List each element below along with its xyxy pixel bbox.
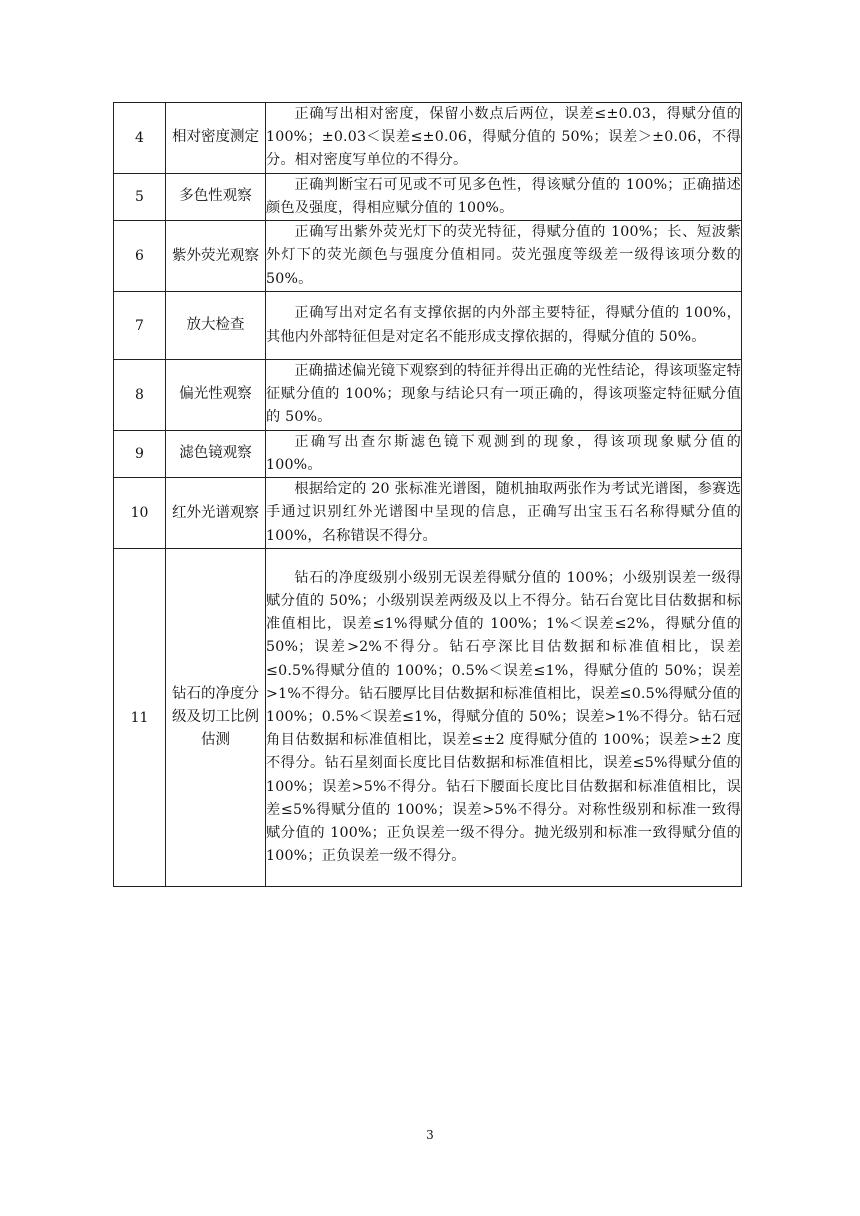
scoring-criteria-table — [113, 102, 742, 887]
scoring-description: 正确写出紫外荧光灯下的荧光特征，得赋分值的 100%；长、短波紫外灯下的荧光颜色与强度分值相同。荧光强度等级差一级得该项分数的 50%。 — [266, 221, 742, 292]
row-number: 7 — [114, 292, 166, 360]
row-number: 11 — [114, 549, 166, 887]
test-item: 偏光性观察 — [166, 360, 266, 431]
table-row — [114, 549, 742, 887]
table-row — [114, 103, 742, 174]
row-number: 10 — [114, 478, 166, 549]
row-number: 6 — [114, 221, 166, 292]
table-row — [114, 478, 742, 549]
table-row — [114, 221, 742, 292]
row-number: 9 — [114, 430, 166, 477]
test-item: 滤色镜观察 — [166, 430, 266, 477]
scoring-description: 正确写出查尔斯滤色镜下观测到的现象，得该项现象赋分值的 100%。 — [266, 430, 742, 477]
row-number: 4 — [114, 103, 166, 174]
page-number: 3 — [426, 1128, 434, 1142]
test-item: 红外光谱观察 — [166, 478, 266, 549]
table-row — [114, 360, 742, 431]
scoring-description: 正确判断宝石可见或不可见多色性，得该赋分值的 100%；正确描述颜色及强度，得相应赋分值的 100%。 — [266, 173, 742, 220]
row-number: 8 — [114, 360, 166, 431]
test-item: 多色性观察 — [166, 173, 266, 220]
table-row — [114, 173, 742, 220]
row-number: 5 — [114, 173, 166, 220]
scoring-description: 根据给定的 20 张标准光谱图，随机抽取两张作为考试光谱图，参赛选手通过识别红外光谱图中呈现的信息，正确写出宝玉石名称得赋分值的 100%，名称错误不得分。 — [266, 478, 742, 549]
scoring-description: 正确描述偏光镜下观察到的特征并得出正确的光性结论，得该项鉴定特征赋分值的 100%；现象与结论只有一项正确的，得该项鉴定特征赋分值的 50%。 — [266, 360, 742, 431]
table-row — [114, 292, 742, 360]
test-item: 钻石的净度分级及切工比例估测 — [166, 549, 266, 887]
test-item: 紫外荧光观察 — [166, 221, 266, 292]
test-item: 相对密度测定 — [166, 103, 266, 174]
scoring-description: 正确写出对定名有支撑依据的内外部主要特征，得赋分值的 100%， 其他内外部特征但是对定名不能形成支撑依据的，得赋分值的 50%。 — [266, 292, 742, 360]
scoring-description: 正确写出相对密度，保留小数点后两位，误差≤±0.03，得赋分值的 100%；±0.03＜误差≤±0.06，得赋分值的 50%；误差＞±0.06，不得分。相对密度写单位的不得分。 — [266, 103, 742, 174]
scoring-description: 钻石的净度级别小级别无误差得赋分值的 100%；小级别误差一级得赋分值的 50%；小级别误差两级及以上不得分。钻石台宽比目估数据和标准值相比，误差≤1%得赋分值的 100%；1%＜误差≤2%，得赋分值的 50%；误差>2%不得分。钻石亭深比目估数据和标准值相比，误差≤0.5%得赋分值的 100%；0.5%＜误差≤1%，得赋分值的 50%；误差>1%不得分。钻石腰厚比目估数据和标准值相比，误差≤0.5%得赋分值的 100%；0.5%＜误差≤1%，得赋分值的 50%；误差>1%不得分。钻石冠角目估数据和标准值相比，误差≤±2 度得赋分值的 100%；误差>±2 度不得分。钻石星刻面长度比目估数据和标准值相比，误差≤5%得赋分值的 100%；误差>5%不得分。钻石下腰面长度比目估数据和标准值相比，误差≤5%得赋分值的 100%；误差>5%不得分。对称性级别和标准一致得赋分值的 100%；正负误差一级不得分。抛光级别和标准一致得赋分值的 100%；正负误差一级不得分。 — [266, 549, 742, 887]
test-item: 放大检查 — [166, 292, 266, 360]
table-row — [114, 430, 742, 477]
